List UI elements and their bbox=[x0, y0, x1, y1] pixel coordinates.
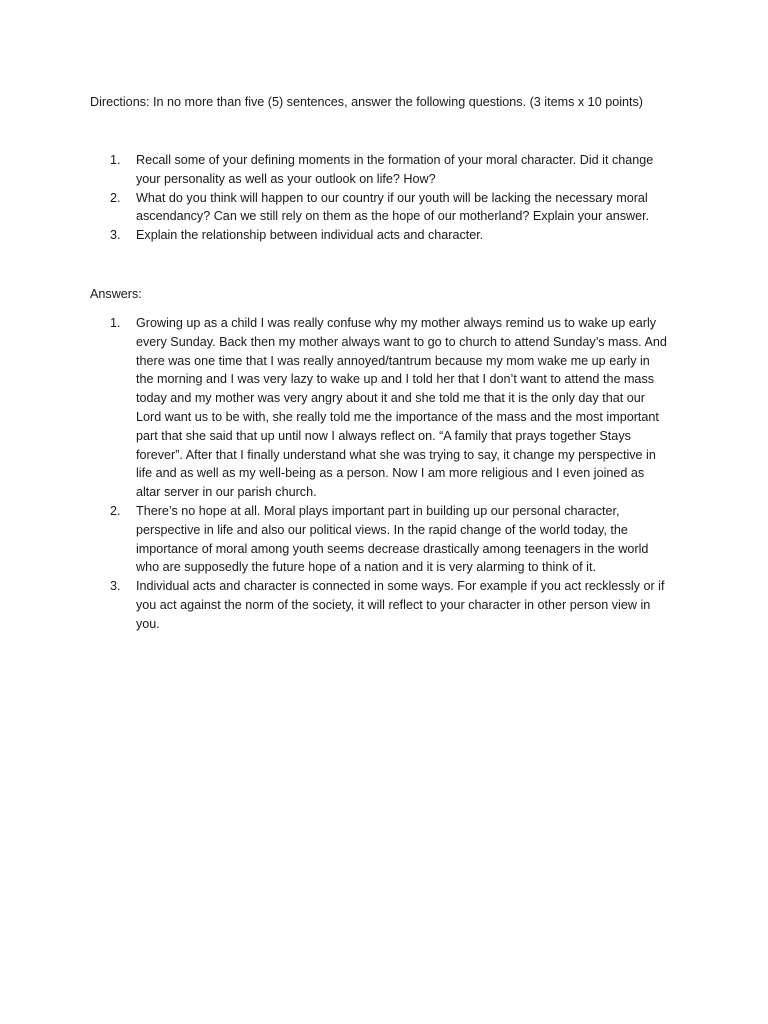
question-number: 2. bbox=[110, 190, 121, 205]
question-text: Recall some of your defining moments in the formation of your moral character. Did it change your personality as well as your outlook on life? How? bbox=[136, 153, 654, 186]
question-number: 3. bbox=[110, 228, 121, 243]
answer-text: Individual acts and character is connected in some ways. For example if you act recklessly or if you act against the norm of the society, it will reflect to your character in other person view in you. bbox=[136, 579, 665, 631]
answer-number: 1. bbox=[110, 316, 121, 330]
question-number: 1. bbox=[110, 153, 121, 167]
question-item bbox=[0, 226, 670, 245]
answers-list bbox=[0, 314, 768, 634]
question-item bbox=[0, 151, 670, 189]
directions-text: Directions: In no more than five (5) sentences, answer the following questions. (3 items x 10 points) bbox=[90, 95, 643, 109]
questions-list bbox=[0, 151, 768, 245]
answer-item bbox=[0, 314, 670, 502]
question-text: Explain the relationship between individual acts and character. bbox=[136, 228, 484, 243]
answer-item bbox=[0, 502, 670, 577]
question-text: What do you think will happen to our country if our youth will be lacking the necessary moral ascendancy? Can we still rely on them as the hope of our motherland? Explain your answer. bbox=[136, 190, 650, 224]
answer-text: There’s no hope at all. Moral plays important part in building up our personal character, perspective in life and also our political views. In the rapid change of the world today, the importance of moral among youth seems decrease drastically among teenagers in the world who are supposedly the future hope of a nation and it is very alarming to think of it. bbox=[136, 503, 649, 575]
answer-number: 3. bbox=[110, 579, 121, 594]
question-item bbox=[0, 189, 670, 227]
answer-item bbox=[0, 577, 670, 633]
answers-heading: Answers: bbox=[90, 287, 142, 301]
answer-text: Growing up as a child I was really confuse why my mother always remind us to wake up early every Sunday. Back then my mother always want to go to church to attend Sunday’s mass. And there was one time that I was really annoyed/tantrum because my mom wake me up early in the morning and I was very lazy to wake up and I told her that I don’t want to attend the mass today and my mother was very angry about it and she told me that it is the only day that our Lord want us to be with, she really told me the importance of the mass and the most important part that she said that up until now I always reflect on. “A family that prays together Stays forever”. After that I finally understand what she was trying to say, it change my perspective in life and as well as my well-being as a person. Now I am more religious and I even joined as altar server in our parish church. bbox=[136, 316, 667, 500]
answer-number: 2. bbox=[110, 503, 121, 518]
